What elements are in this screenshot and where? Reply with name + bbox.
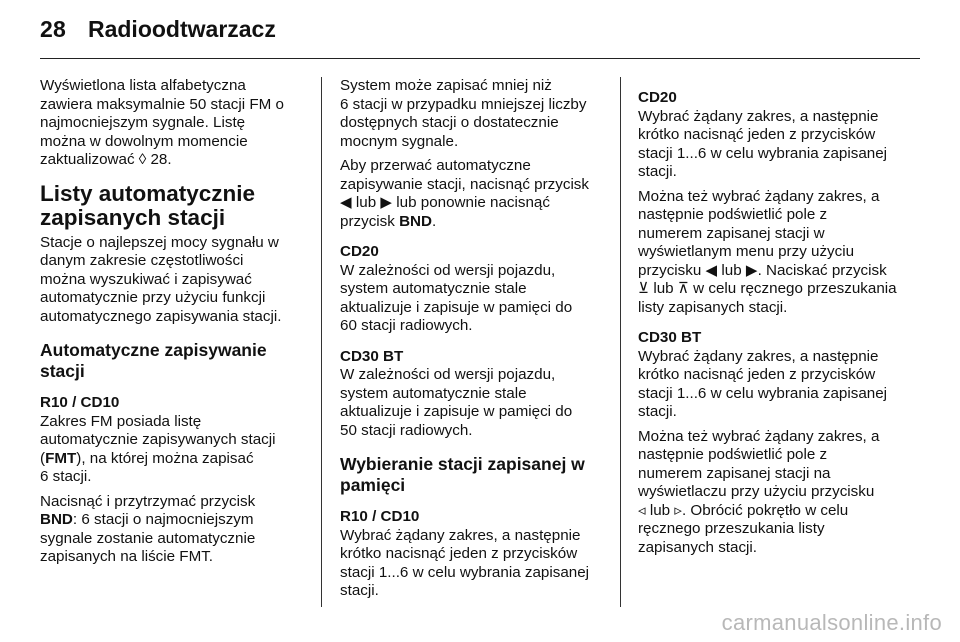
watermark: carmanualsonline.info (721, 610, 942, 635)
text-bnd-b: : 6 stacji o najmocniejszym sygnale zostanie automatycznie zapisanych na liście FMT. (40, 511, 256, 565)
paragraph-cd20-menu: Można też wybrać żądany zakres, a następnie podświetlić pole z numerem zapisanej stacji w wyświetlanym menu przy użyciu przycisku ◀ lub ▶. Naciskać przycisk ⊻ lub ⊼ w celu ręcznego przeszukania listy zapisanych stacji. (638, 187, 897, 316)
text-interrupt-b: . (431, 212, 437, 230)
page-title: Radioodtwarzacz (87, 16, 276, 42)
heading-cd30bt: CD30 BT (340, 347, 404, 365)
page-number: 28 (40, 16, 66, 42)
paragraph-r10-select: Wybrać żądany zakres, a następnie krótko nacisnąć jeden z przycisków stacji 1...6 w celu wybrania zapisanej stacji. (340, 526, 590, 599)
paragraph-station-list: Wyświetlona lista alfabetyczna zawiera maksymalnie 50 stacji FM o najmocniejszym sygnale. Listę można w dowolnym momencie zaktualizować ◊ 28. (40, 77, 284, 168)
heading-r10-cd10-select: R10 / CD10 (340, 508, 420, 525)
paragraph-cd20-select: Wybrać żądany zakres, a następnie krótko nacisnąć jeden z przycisków stacji 1...6 w celu wybrania zapisanej stacji. (638, 107, 888, 180)
page-header (40, 16, 276, 56)
header-rule (40, 58, 920, 59)
heading-cd20-select: CD20 (638, 89, 677, 106)
paragraph-interrupt (340, 157, 608, 231)
text-fmt-a: Zakres FM posiada listę automatycznie zapisywanych stacji ( (40, 412, 276, 467)
text-interrupt-bold: BND (399, 212, 432, 230)
column-divider-2 (620, 77, 621, 607)
paragraph-cd20-60: W zależności od wersji pojazdu, system automatycznie stale aktualizuje i zapisuje w pamięci do 60 stacji radiowych. (340, 261, 573, 334)
heading-cd20: CD20 (340, 243, 379, 260)
heading-auto-stored-lists: Listy automatycznie zapisanych stacji (40, 180, 256, 230)
text-interrupt-a: Aby przerwać automatyczne zapisywanie stacji, nacisnąć przycisk ◀ lub ▶ lub ponownie nacisnąć przycisk (340, 157, 589, 230)
heading-auto-store: Automatyczne zapisywanie stacji (40, 340, 267, 381)
heading-r10-cd10: R10 / CD10 (40, 394, 120, 411)
column-3 (638, 77, 908, 563)
column-1 (40, 77, 308, 573)
paragraph-cd30-select: Wybrać żądany zakres, a następnie krótko nacisnąć jeden z przycisków stacji 1...6 w celu wybrania zapisanej stacji. (638, 347, 888, 420)
column-divider-1 (321, 77, 322, 607)
text-fmt-bold: FMT (45, 449, 77, 467)
column-2 (340, 77, 608, 607)
text-bnd-bold: BND (40, 511, 73, 528)
heading-cd30bt-select: CD30 BT (638, 329, 702, 346)
text-fmt-b: ), na której można zapisać 6 stacji. (40, 449, 254, 485)
paragraph-press-bnd (40, 493, 308, 567)
paragraph-best-signal: Stacje o najlepszej mocy sygnału w danym zakresie częstotliwości można wyszukiwać i zapisywać automatycznie przy użyciu funkcji automatycznego zapisywania stacji. (40, 233, 282, 325)
paragraph-cd30-display: Można też wybrać żądany zakres, a następnie podświetlić pole z numerem zapisanej stacji na wyświetlaczu przy użyciu przycisku ◃ lub ▹. Obrócić pokrętło w celu ręcznego przeszukania listy zapisanych stacji. (638, 427, 880, 556)
text-bnd-a: Nacisnąć i przytrzymać przycisk (40, 492, 256, 510)
heading-select-stored: Wybieranie stacji zapisanej w pamięci (340, 454, 585, 495)
paragraph-fmt-list (40, 413, 308, 487)
paragraph-fewer-stations: System może zapisać mniej niż 6 stacji w przypadku mniejszej liczby dostępnych stacji o dostatecznie mocnym sygnale. (340, 77, 587, 150)
paragraph-cd30-50: W zależności od wersji pojazdu, system automatycznie stale aktualizuje i zapisuje w pamięci do 50 stacji radiowych. (340, 366, 573, 439)
